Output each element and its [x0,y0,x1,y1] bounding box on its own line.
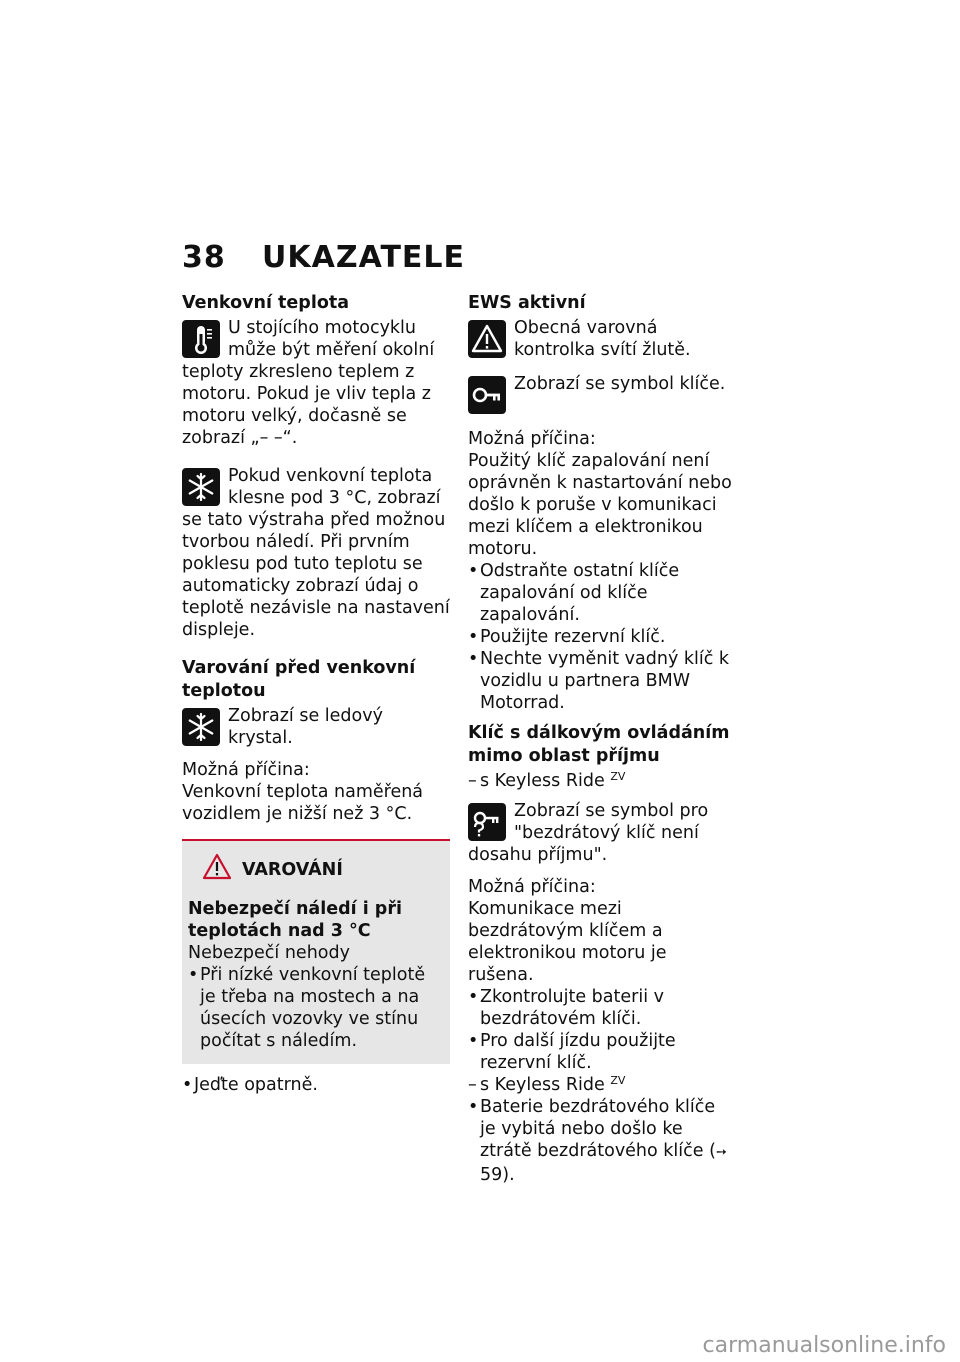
page-header [182,240,465,275]
list-item: • Jeďte opatrně. [182,1074,450,1096]
after-warning-bullets [182,1074,450,1096]
list-item: • Pro další jízdu použijte rezervní klíč. [468,1030,736,1074]
thermometer-icon [182,320,220,358]
keyless-battery-bullets [468,1096,736,1186]
cause-label: Možná příčina: [468,877,596,897]
arrow-right-icon[interactable]: ➙ [715,1145,727,1160]
ice-crystal-icon [182,468,220,506]
ice-crystal-icon [182,708,220,746]
right-column [468,292,736,1186]
list-item: • Při nízké venkovní teplotě je třeba na mostech a na úsecích vozovky ve stínu počítat s náledím. [188,964,442,1052]
cause-text: Použitý klíč zapalování není oprávněn k nastartování nebo došlo k poruše v komunikaci mezi klíčem a elektronikou motoru. [468,451,732,559]
keyless-bullets [468,986,736,1074]
list-item: • Odstraňte ostatní klíče zapalování od klíče zapalování. [468,560,736,626]
keyless-ride-option: – s Keyless Ride $^{ZV}$ [468,770,736,792]
key-symbol-block [468,373,736,416]
outside-temperature-heading: Venkovní teplota [182,293,350,313]
key-out-of-range-block [468,800,736,866]
key-question-icon [468,803,506,841]
ews-heading: EWS aktivní [468,293,586,313]
outside-temperature-block [182,317,450,449]
cause-text: Venkovní teplota naměřená vozidlem je nižší než 3 °C. [182,782,424,824]
key-symbol-text: Zobrazí se symbol klíče. [514,374,726,394]
temperature-warning-heading: Varování před venkovní teplotou [182,658,416,701]
ice-crystal-block [182,705,450,749]
warning-subtitle: Nebezpečí nehody [188,943,350,963]
warning-bold-text: Nebezpečí náledí i při teplotách nad 3 °C [188,899,402,941]
warning-triangle-icon [202,853,232,886]
general-warning-block [468,317,736,361]
outside-temperature-text: U stojícího motocyklu může být měření okolní teploty zkresleno teplem z motoru. Pokud je vliv tepla z motoru velký, dočasně se zobrazí „– –“. [182,318,435,448]
list-item: • Použijte rezervní klíč. [468,626,736,648]
cause-label: Možná příčina: [468,429,596,449]
general-warning-text: Obecná varovná kontrolka svítí žlutě. [514,318,691,360]
frost-warning-block [182,465,450,641]
warning-header [202,853,442,886]
ews-bullets [468,560,736,714]
list-item: • Zkontrolujte baterii v bezdrátovém klíči. [468,986,736,1030]
left-column [182,292,450,1096]
key-icon [468,376,506,414]
warning-title: VAROVÁNÍ [242,859,343,880]
keyless-heading: Klíč s dálkovým ovládáním mimo oblast příjmu [468,723,730,766]
page-title: UKAZATELE [262,240,466,275]
ice-crystal-text: Zobrazí se ledový krystal. [228,706,383,748]
general-warning-icon [468,320,506,358]
frost-warning-text: Pokud venkovní teplota klesne pod 3 °C, zobrazí se tato výstraha před možnou tvorbou náledí. Při prvním poklesu pod tuto teplotu se automaticky zobrazí údaj o teplotě nezávisle na nastavení displeje. [182,466,450,640]
cause-text: Komunikace mezi bezdrátovým klíčem a elektronikou motoru je rušena. [468,899,667,985]
keyless-ride-option: – s Keyless Ride $^{ZV}$ [468,1074,736,1096]
key-out-of-range-text: Zobrazí se symbol pro "bezdrátový klíč není dosahu příjmu". [468,801,709,865]
list-item: • Nechte vyměnit vadný klíč k vozidlu u partnera BMW Motorrad. [468,648,736,714]
cause-label: Možná příčina: [182,760,310,780]
page-reference[interactable]: 59 [480,1165,503,1185]
warning-bullets [188,964,442,1052]
warning-box [182,839,450,1064]
list-item: • Baterie bezdrátového klíče je vybitá nebo došlo ke ztrátě bezdrátového klíče (➙ 59). [468,1096,736,1186]
watermark: carmanualsonline.info [702,1333,946,1358]
page-number: 38 [182,240,226,275]
